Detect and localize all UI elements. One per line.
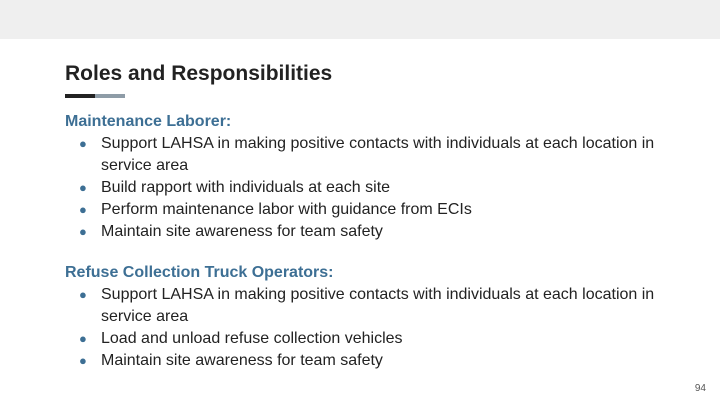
bullet-item [65, 221, 685, 243]
bullet-list [65, 284, 685, 372]
section-maintenance-laborer [65, 111, 685, 243]
bullet-dot-icon: ● [79, 202, 87, 217]
bullet-text: Load and unload refuse collection vehicles [101, 330, 403, 347]
bullet-text: Support LAHSA in making positive contacts with individuals at each location in service area [101, 286, 655, 325]
underline-dark-segment [65, 94, 95, 98]
bullet-list [65, 133, 685, 243]
bullet-text: Perform maintenance labor with guidance from ECIs [101, 201, 472, 218]
slide-title: Roles and Responsibilities [65, 62, 333, 85]
bullet-dot-icon: ● [79, 287, 87, 302]
bullet-item [65, 177, 685, 199]
page-number: 94 [694, 383, 706, 394]
underline-light-segment [95, 94, 125, 98]
bullet-dot-icon: ● [79, 180, 87, 195]
bullet-item [65, 350, 685, 372]
header-band [0, 0, 720, 39]
bullet-item [65, 328, 685, 350]
bullet-text: Build rapport with individuals at each site [101, 179, 391, 196]
bullet-text: Maintain site awareness for team safety [101, 223, 383, 240]
bullet-dot-icon: ● [79, 224, 87, 239]
section-heading: Refuse Collection Truck Operators: [65, 264, 334, 281]
bullet-text: Maintain site awareness for team safety [101, 352, 383, 369]
bullet-item [65, 199, 685, 221]
section-heading: Maintenance Laborer: [65, 113, 232, 130]
bullet-dot-icon: ● [79, 353, 87, 368]
bullet-item [65, 133, 685, 177]
bullet-dot-icon: ● [79, 331, 87, 346]
bullet-item [65, 284, 685, 328]
section-refuse-collection-truck-operators [65, 262, 685, 372]
title-underline [65, 94, 125, 98]
bullet-text: Support LAHSA in making positive contacts with individuals at each location in service area [101, 135, 655, 174]
bullet-dot-icon: ● [79, 136, 87, 151]
